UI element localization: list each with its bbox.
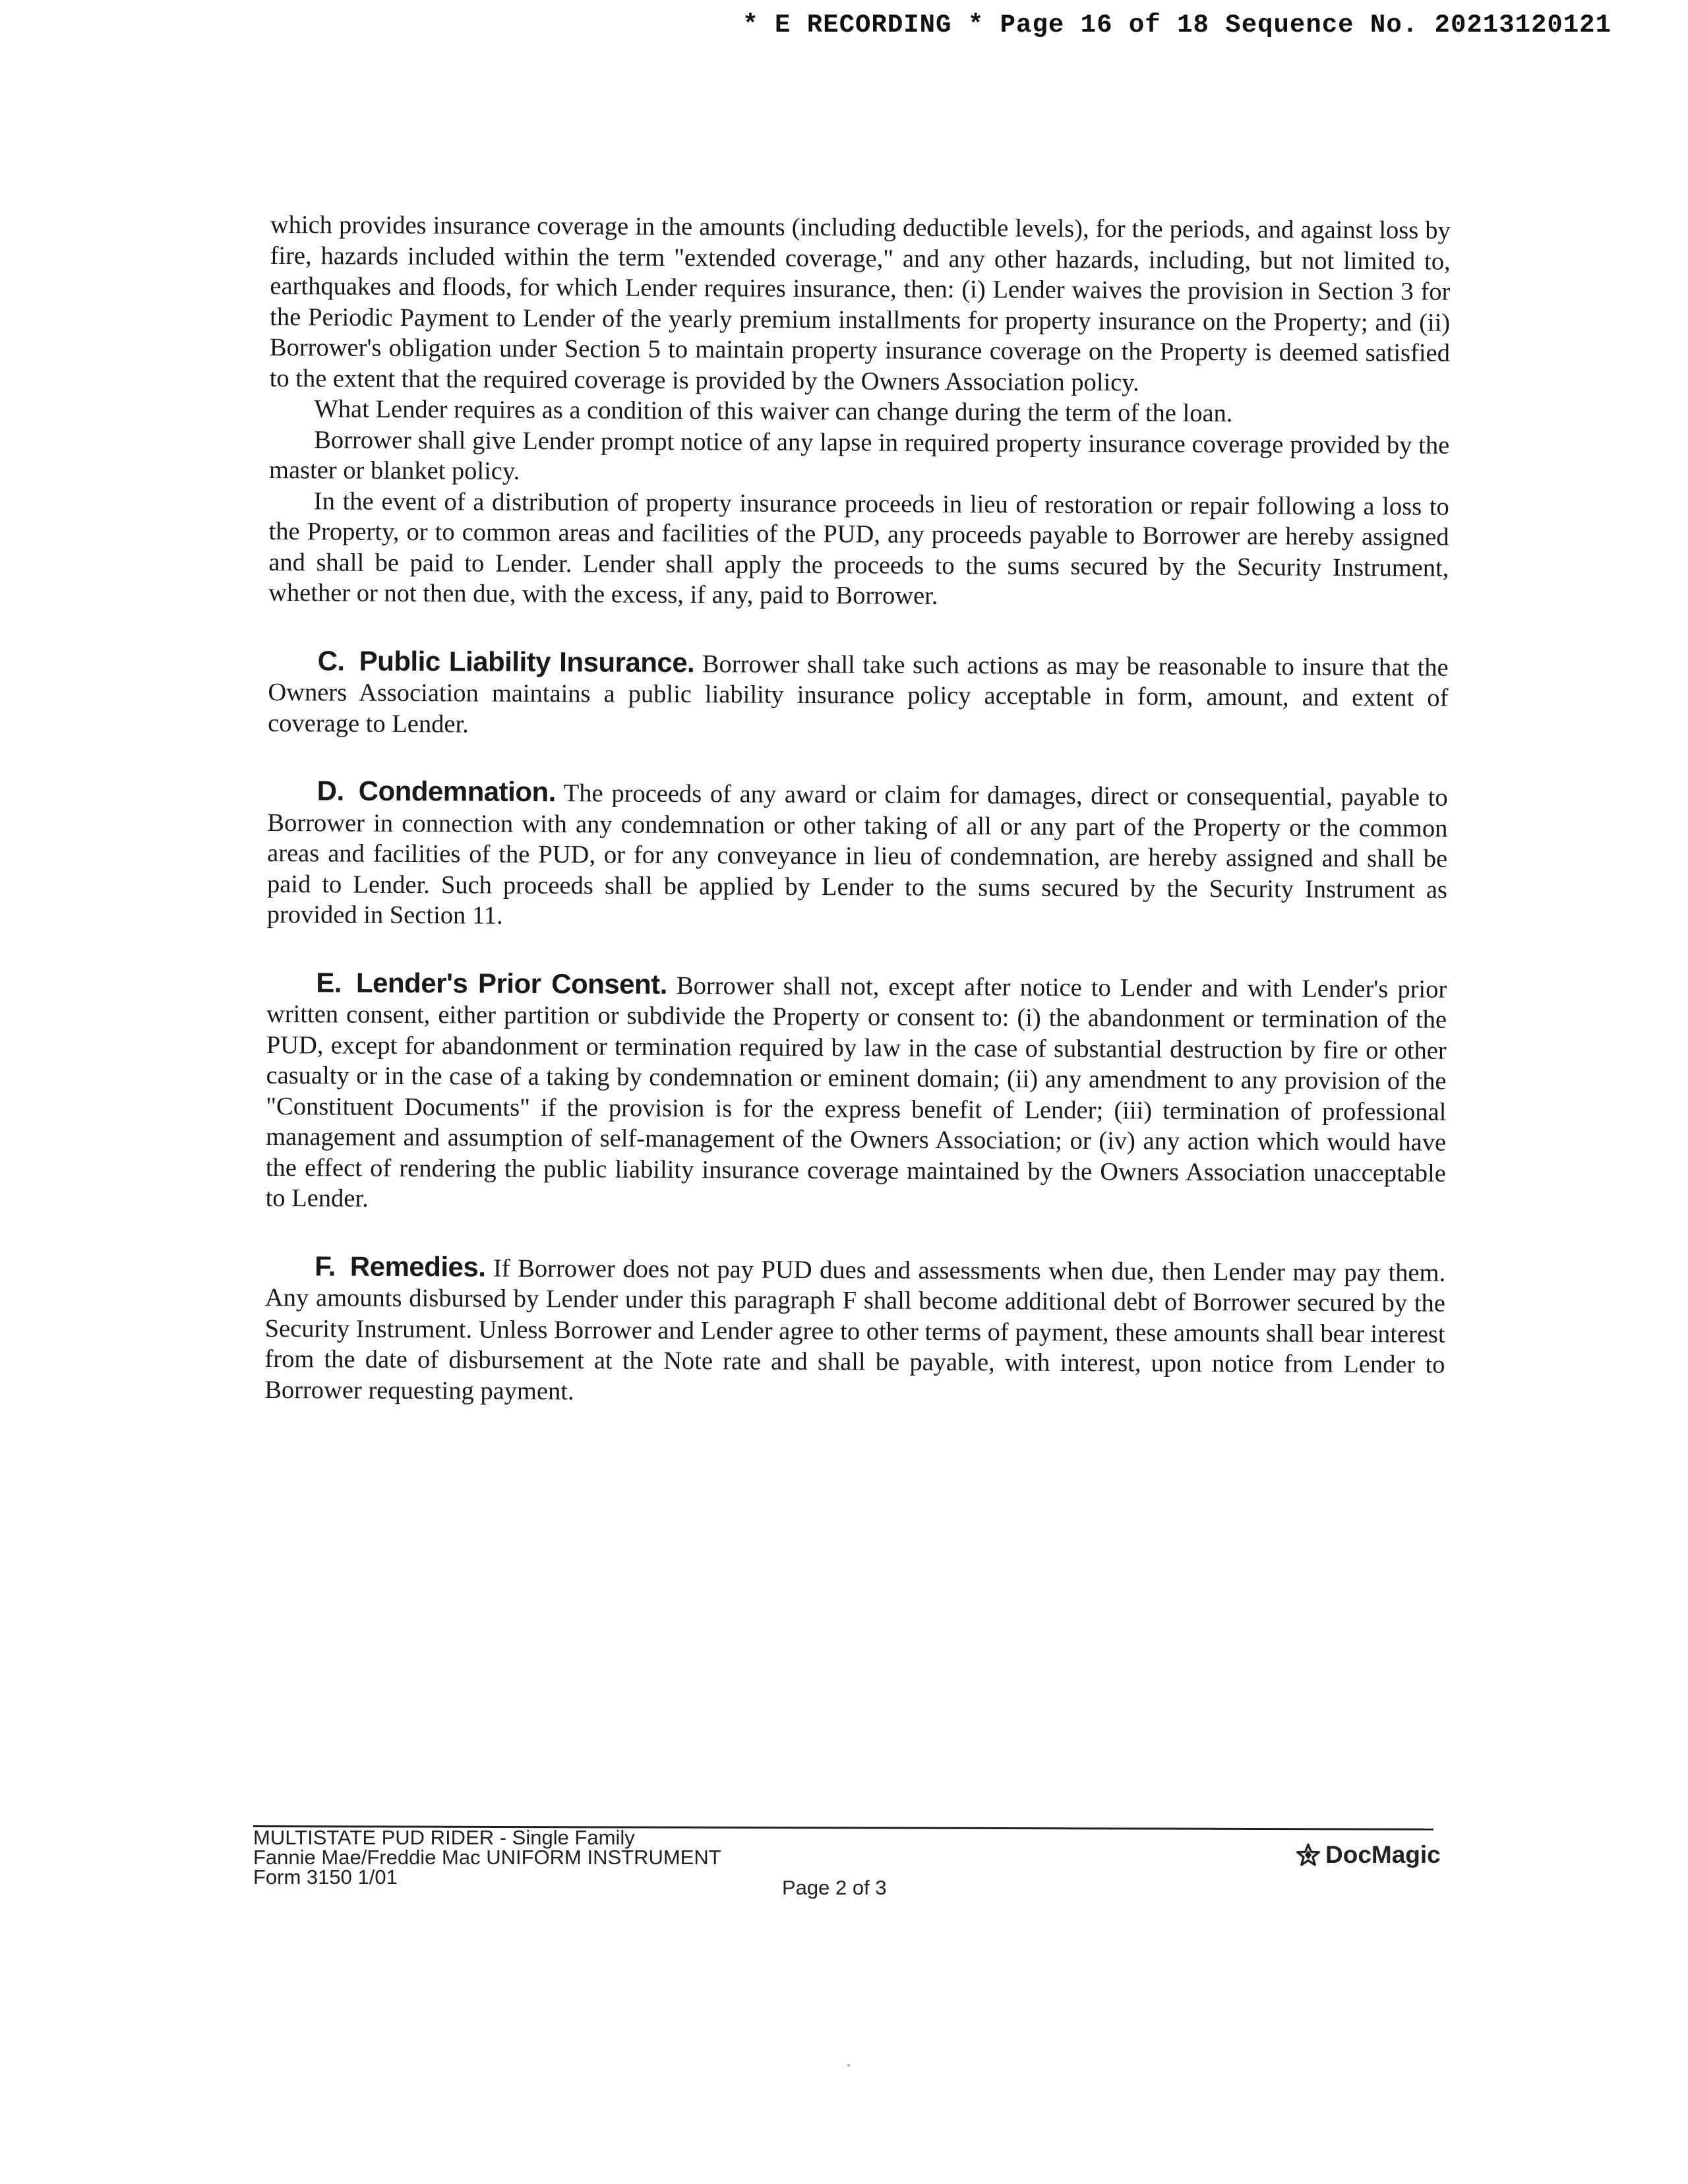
section-c-heading — [318, 645, 695, 678]
section-d-letter: D. — [316, 775, 344, 806]
footer-form-info — [253, 1828, 721, 1887]
document-body — [264, 210, 1451, 1411]
paragraph-insurance-coverage: which provides insurance coverage in the amounts (including deductible levels), for the periods, and against loss by fire, hazards included within the term "extended coverage," and any other hazards, including, but not limited to, earthquakes and floods, for which Lender requires insurance, then: (i) Lender waives the provision in Section 3 for the Periodic Payment to Lender of the yearly premium installments for property insurance on the Property; and (ii) Borrower's obligation under Section 5 to maintain property insurance coverage on the Property is deemed satisfied to the extent that the required coverage is provided by the Owners Association policy. — [269, 210, 1451, 396]
star-icon — [1295, 1842, 1321, 1868]
section-f-title: Remedies. — [349, 1250, 486, 1283]
section-c-text: Borrower shall take such actions as may be reasonable to insure that the Owners Association maintains a public liability insurance policy acceptable in form, amount, and extent of coverage to Lender. — [268, 650, 1449, 738]
section-f-heading — [315, 1250, 486, 1282]
section-d-text: The proceeds of any award or claim for damages, direct or consequential, payable to Borrower in connection with any condemnation or other taking of all or any part of the Property or the common areas and facilities of the PUD, or for any conveyance in lieu of condemnation, are hereby assigned and shall be paid to Lender. Such proceeds shall be applied by Lender to the sums secured by the Security Instrument as provided in Section 11. — [266, 779, 1448, 930]
section-d-title: Condemnation. — [358, 775, 556, 808]
section-f-letter: F. — [315, 1250, 336, 1282]
footer-form-instrument: Fannie Mae/Freddie Mac UNIFORM INSTRUMENT — [253, 1846, 721, 1869]
section-f — [264, 1250, 1445, 1410]
footer-brand-name: DocMagic — [1325, 1841, 1441, 1868]
section-e-heading — [316, 967, 667, 1000]
scan-speck — [847, 2064, 850, 2067]
section-d — [267, 775, 1448, 936]
recording-stamp: * E RECORDING * Page 16 of 18 Sequence No. 20213120121 — [742, 11, 1612, 40]
paragraph-insurance-proceeds: In the event of a distribution of property insurance proceeds in lieu of restoration or repair following a loss to the Property, or to common areas and facilities of the PUD, any proceeds payable to Borrower are hereby assigned and shall be paid to Lender. Lender shall apply the proceeds to the sums secured by the Security Instrument, whether or not then due, with the excess, if any, paid to Borrower. — [268, 487, 1449, 610]
section-f-text: If Borrower does not pay PUD dues and assessments when due, then Lender may pay them. Any amounts disbursed by Lender under this paragraph F shall become additional debt of Borrower secured by the Security Instrument. Unless Borrower and Lender agree to other terms of payment, these amounts shall bear interest from the date of disbursement at the Note rate and shall be payable, with interest, upon notice from Lender to Borrower requesting payment. — [264, 1254, 1446, 1405]
section-c-letter: C. — [317, 644, 345, 677]
footer-page-number: Page 2 of 3 — [782, 1876, 887, 1899]
section-c-title: Public Liability Insurance. — [359, 645, 695, 678]
section-c — [268, 645, 1449, 744]
footer-form-title: MULTISTATE PUD RIDER - Single Family — [253, 1826, 635, 1849]
section-e — [266, 967, 1447, 1219]
section-e-letter: E. — [316, 966, 342, 998]
footer-brand — [1295, 1841, 1441, 1869]
section-e-text: Borrower shall not, except after notice to Lender and with Lender's prior written consent, either partition or subdivide the Property or consent to: (i) the abandonment or termination of the PUD, except for abandonment or termination required by law in the case of substantial destruction by fire or other casualty or in the case of a taking by condemnation or eminent domain; (ii) any amendment to any provision of the "Constituent Documents" if the provision is for the express benefit of Lender; (iii) termination of professional management and assumption of self-management of the Owners Association; or (iv) any action which would have the effect of rendering the public liability insurance coverage maintained by the Owners Association unacceptable to Lender. — [265, 971, 1447, 1213]
section-e-title: Lender's Prior Consent. — [355, 967, 667, 1000]
footer-form-number: Form 3150 1/01 — [253, 1866, 398, 1889]
paragraph-waiver-condition: What Lender requires as a condition of this waiver can change during the term of the loan. — [314, 395, 1233, 428]
paragraph-lapse-notice: Borrower shall give Lender prompt notice of any lapse in required property insurance coverage provided by the master or blanket policy. — [268, 425, 1450, 485]
section-d-heading — [317, 775, 556, 807]
